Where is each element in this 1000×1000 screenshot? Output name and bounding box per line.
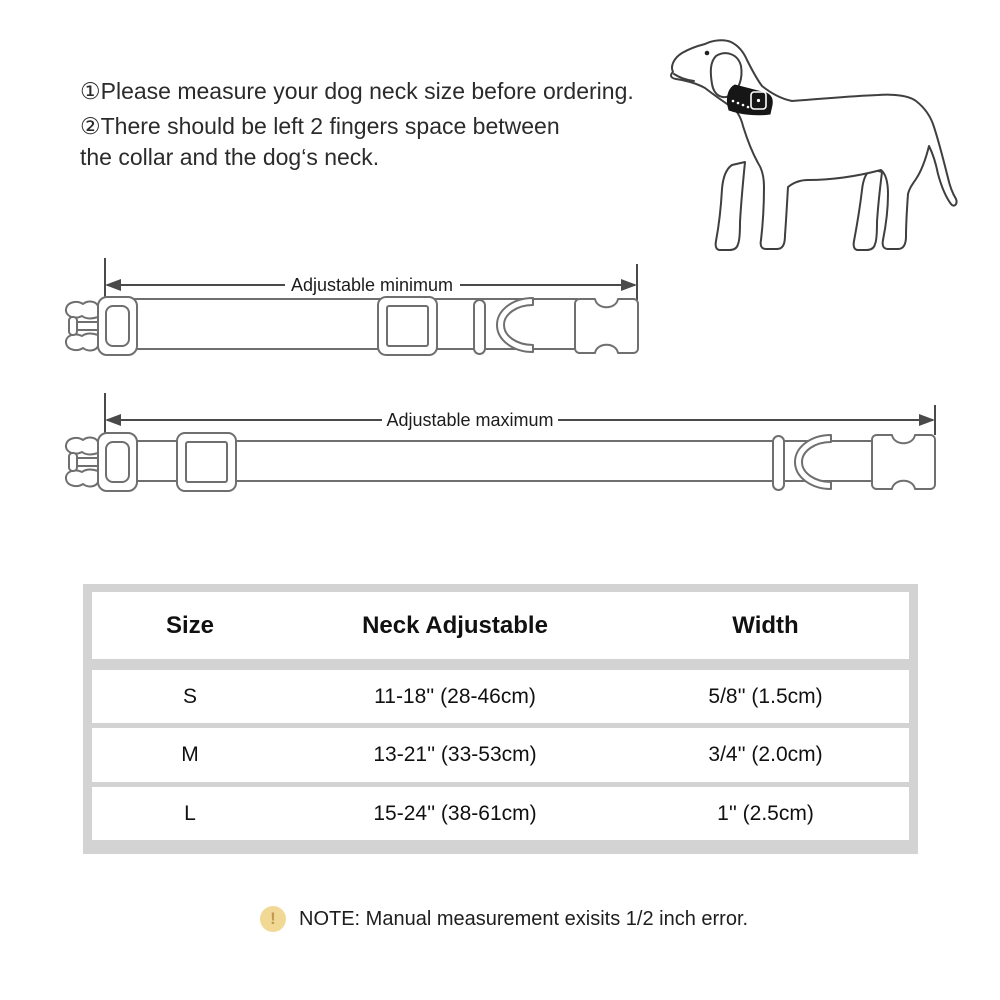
collar-strap: [130, 441, 875, 481]
cell-neck: 15-24'' (38-61cm): [373, 801, 537, 825]
instruction-line-1: ①Please measure your dog neck size before ordering.: [80, 78, 634, 104]
note-text: NOTE: Manual measurement exisits 1/2 inch error.: [299, 907, 749, 930]
dog-far-hind-leg: [854, 169, 882, 250]
strap-keeper: [773, 436, 784, 490]
side-release-buckle-male: [66, 297, 137, 355]
cell-width: 5/8'' (1.5cm): [708, 684, 823, 708]
header-size: Size: [165, 611, 215, 639]
collar-minimum-diagram: [40, 252, 650, 377]
cell-neck: 13-21'' (33-53cm): [373, 743, 537, 766]
triglide-slider: [378, 297, 437, 355]
triglide-slider: [177, 433, 236, 491]
cell-size: S: [182, 684, 197, 708]
size-table: [83, 584, 918, 854]
side-release-buckle-female: [575, 299, 638, 353]
dog-illustration: [650, 22, 980, 267]
cell-width: 1'' (2.5cm): [717, 801, 814, 825]
cell-size: L: [184, 801, 196, 825]
side-release-buckle-male: [66, 433, 137, 491]
table-row-m: [92, 728, 909, 782]
instruction-line-3: the collar and the dog‘s neck.: [80, 144, 380, 170]
strap-keeper: [474, 300, 485, 354]
measuring-instructions: [80, 76, 634, 173]
size-table-header-row: [92, 592, 909, 659]
header-neck-adjustable: Neck Adjustable: [362, 611, 548, 639]
table-row-l: [92, 787, 909, 840]
instruction-line-2: ②There should be left 2 fingers space between: [80, 113, 560, 139]
collar-maximum-diagram: [40, 388, 950, 513]
cell-neck: 11-18'' (28-46cm): [374, 684, 536, 708]
maximum-label: Adjustable maximum: [386, 410, 554, 430]
table-row-s: [92, 670, 909, 723]
measurement-note: [260, 906, 748, 932]
cell-width: 3/4'' (2.0cm): [708, 743, 823, 766]
cell-size: M: [181, 743, 199, 766]
exclamation-icon: !: [260, 906, 286, 932]
dog-far-front-leg: [716, 162, 745, 250]
minimum-label: Adjustable minimum: [290, 275, 454, 295]
side-release-buckle-female: [872, 435, 935, 489]
dog-eye: [705, 51, 710, 56]
header-width: Width: [732, 611, 799, 639]
